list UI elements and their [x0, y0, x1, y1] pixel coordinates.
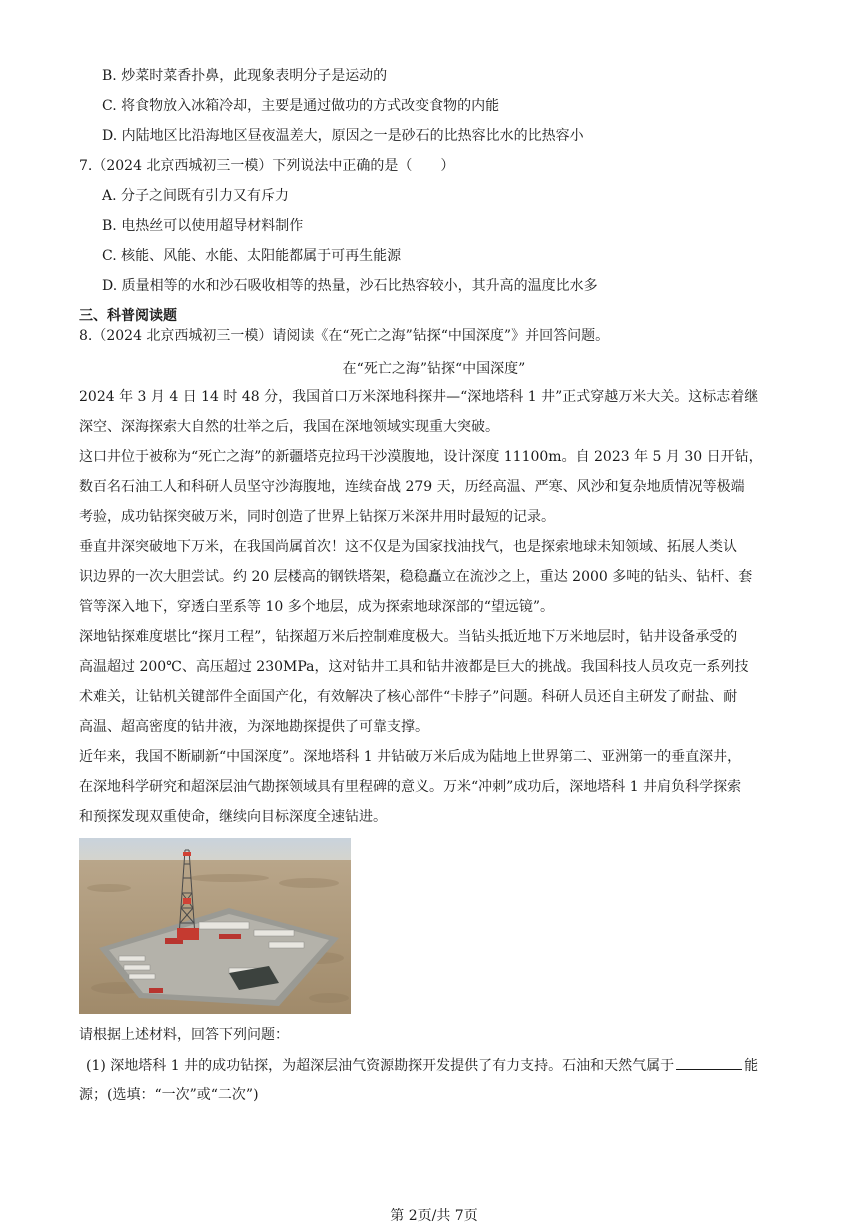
article-line: 高温、超高密度的钻井液，为深地勘探提供了可靠支撑。 [79, 719, 429, 735]
article-line: 近年来，我国不断刷新“中国深度”。深地塔科 1 井钻破万米后成为陆地上世界第二、亚洲第一的垂直深井， [79, 749, 742, 765]
article-line: 这口井位于被称为“死亡之海”的新疆塔克拉玛干沙漠腹地，设计深度 11100m。自 2023 年 5 月 30 日开钻， [79, 449, 763, 465]
sub-question-1 [86, 1055, 758, 1076]
sub-question-1-line2: 源；(选填：“一次”或“二次”) [79, 1087, 259, 1103]
article-line: 2024 年 3 月 4 日 14 时 48 分，我国首口万米深地科探井—“深地塔科 1 井”正式穿越万米大关。这标志着继 [79, 389, 759, 405]
article-line: 数百名石油工人和科研人员坚守沙海腹地，连续奋战 279 天，历经高温、严寒、风沙和复杂地质情况等极端 [79, 479, 745, 495]
q7-option-c: C. 核能、风能、水能、太阳能都属于可再生能源 [102, 248, 402, 264]
section-heading: 三、科普阅读题 [79, 308, 177, 324]
sub-question-1-text: (1) 深地塔科 1 井的成功钻探，为超深层油气资源勘探开发提供了有力支持。石油和天然气属于 [86, 1058, 675, 1074]
q7-option-a: A. 分子之间既有引力又有斥力 [102, 188, 290, 204]
answer-blank[interactable] [676, 1055, 742, 1070]
article-line: 和预探发现双重使命，继续向目标深度全速钻进。 [79, 809, 387, 825]
article-line: 考验，成功钻探突破万米，同时创造了世界上钻探万米深井用时最短的记录。 [79, 509, 555, 525]
q6-option-c: C. 将食物放入冰箱冷却，主要是通过做功的方式改变食物的内能 [102, 98, 500, 114]
q7-option-d: D. 质量相等的水和沙石吸收相等的热量，沙石比热容较小，其升高的温度比水多 [102, 278, 598, 294]
article-line: 识边界的一次大胆尝试。约 20 层楼高的钢铁塔架，稳稳矗立在流沙之上，重达 2000 多吨的钻头、钻杆、套 [79, 569, 753, 585]
article-line: 管等深入地下，穿透白垩系等 10 多个地层，成为探索地球深部的“望远镜”。 [79, 599, 555, 615]
article-line: 高温超过 200℃、高压超过 230MPa，这对钻井工具和钻井液都是巨大的挑战。我国科技人员攻克一系列技 [79, 659, 749, 675]
article-line: 深空、深海探索大自然的壮举之后，我国在深地领域实现重大突破。 [79, 419, 499, 435]
article-line: 在深地科学研究和超深层油气勘探领域具有里程碑的意义。万米“冲刺”成功后，深地塔科 1 井肩负科学探索 [79, 779, 742, 795]
q7-stem: 7.（2024 北京西城初三一模）下列说法中正确的是（ ） [79, 158, 455, 174]
q6-option-d: D. 内陆地区比沿海地区昼夜温差大，原因之一是砂石的比热容比水的比热容小 [102, 128, 584, 144]
q8-stem: 8.（2024 北京西城初三一模）请阅读《在“死亡之海”钻探“中国深度”》并回答问题。 [79, 328, 610, 344]
question-prompt: 请根据上述材料，回答下列问题： [79, 1027, 289, 1043]
article-line: 术难关，让钻机关键部件全面国产化，有效解决了核心部件“卡脖子”问题。科研人员还自主研发了耐盐、耐 [79, 689, 738, 705]
q6-option-b: B. 炒菜时菜香扑鼻，此现象表明分子是运动的 [102, 68, 388, 84]
article-line: 深地钻探难度堪比“探月工程”，钻探超万米后控制难度极大。当钻头抵近地下万米地层时，钻井设备承受的 [79, 629, 738, 645]
page-footer: 第 2页/共 7页 [390, 1208, 478, 1224]
article-title: 在“死亡之海”钻探“中国深度” [342, 361, 526, 377]
article-line: 垂直井深突破地下万米，在我国尚属首次！这不仅是为国家找油找气，也是探索地球未知领域、拓展人类认 [79, 539, 737, 555]
q7-option-b: B. 电热丝可以使用超导材料制作 [102, 218, 304, 234]
sub-question-1-suffix: 能 [744, 1058, 759, 1074]
drilling-rig-photo [79, 838, 351, 1014]
